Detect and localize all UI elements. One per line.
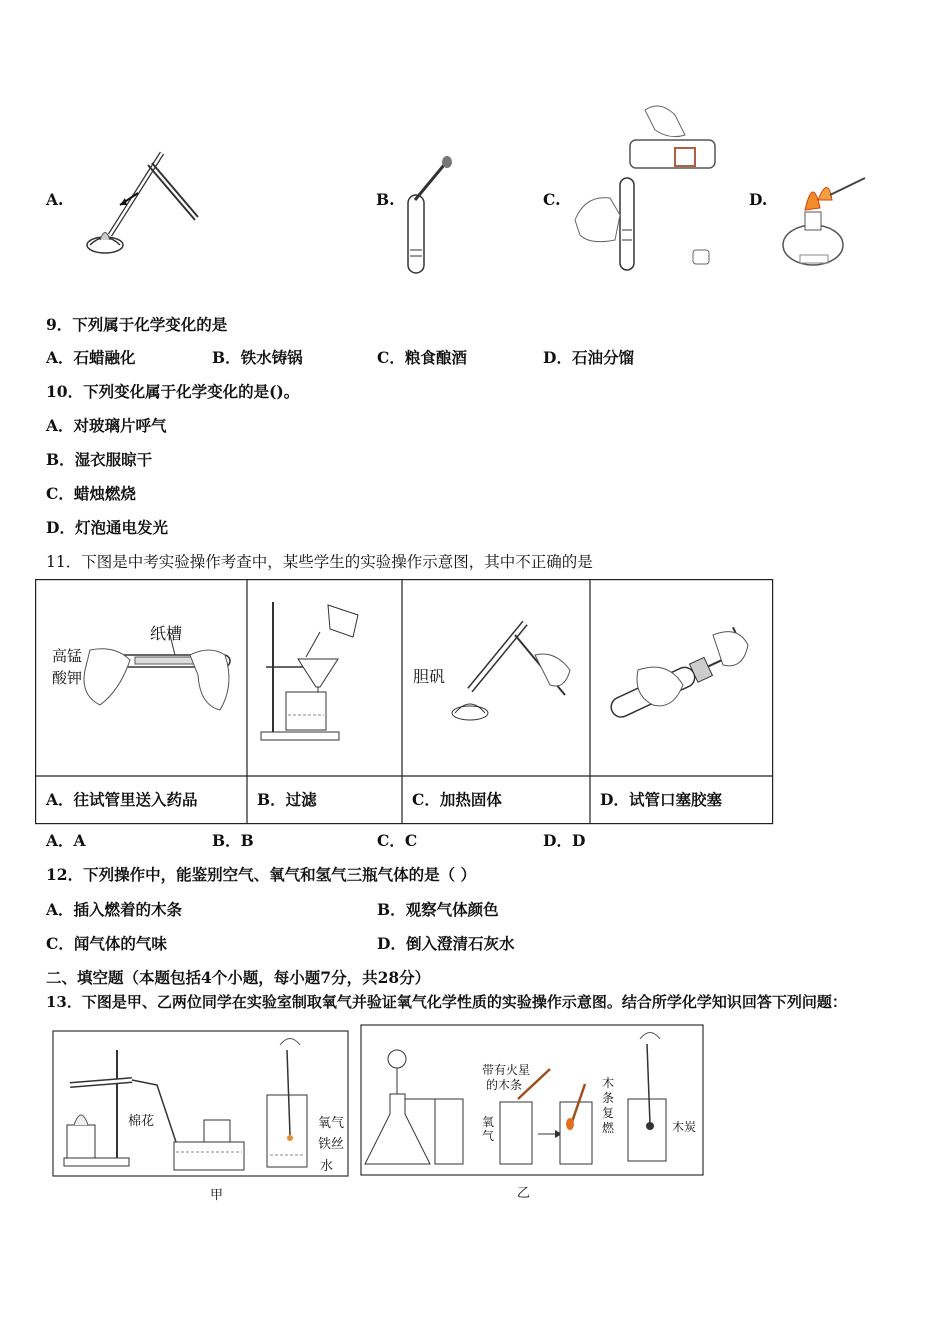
q9-option-b: B．铁水铸锅: [212, 348, 303, 367]
q8-option-b-label: B.: [376, 190, 395, 209]
q10-option-d: D．灯泡通电发光: [46, 518, 168, 537]
q8-figure-heating-tube: [80, 145, 210, 265]
q12-option-b: B．观察气体颜色: [377, 900, 499, 919]
q8-figure-pouring: [575, 100, 725, 275]
jia-label-cotton: 棉花: [128, 1114, 155, 1129]
yi-label-charcoal: 木炭: [672, 1120, 697, 1134]
q12-option-a: A．插入燃着的木条: [46, 900, 183, 919]
jia-caption: 甲: [210, 1188, 224, 1203]
q10-option-b: B．湿衣服晾干: [46, 450, 153, 469]
q12-option-c: C．闻气体的气味: [46, 934, 167, 953]
q9-option-a: A．石蜡融化: [46, 348, 136, 367]
q11-caption-d: D．试管口塞胶塞: [600, 790, 722, 809]
q8-figure-dropper: [400, 155, 460, 280]
q13-stem: 13．下图是甲、乙两位同学在实验室制取氧气并验证氧气化学性质的实验操作示意图。结合所学化学知识回答下列问题：: [46, 993, 847, 1011]
q10-stem: 10．下列变化属于化学变化的是()。: [46, 382, 300, 401]
q11-label-kmno4-2: 酸钾: [52, 669, 83, 687]
q10-option-a: A．对玻璃片呼气: [46, 416, 167, 435]
q11-caption-a: A．往试管里送入药品: [46, 790, 198, 809]
q9-stem: 9．下列属于化学变化的是: [46, 315, 228, 334]
q13-figure-yi: [360, 1024, 705, 1176]
q11-option-c: C．C: [377, 831, 418, 850]
q11-stem: 11．下图是中考实验操作考查中，某些学生的实验操作示意图，其中不正确的是: [46, 553, 593, 571]
q8-option-a-label: A.: [46, 190, 64, 209]
q8-option-c-label: C.: [543, 190, 561, 209]
section2-title: 二、填空题（本题包括4个小题，每小题7分，共28分）: [46, 968, 431, 987]
q12-option-d: D．倒入澄清石灰水: [377, 934, 515, 953]
q11-label-kmno4-1: 高锰: [52, 647, 83, 665]
jia-label-iron-wire: 铁丝: [318, 1137, 345, 1152]
yi-label-splint-2: 的木条: [486, 1078, 523, 1092]
q11-label-paper-trough: 纸槽: [150, 624, 183, 643]
q11-option-b: B．B: [212, 831, 254, 850]
q8-figure-alcohol-lamp: [780, 170, 870, 275]
jia-label-water: 水: [320, 1159, 334, 1174]
q11-figure-b-filtration: [258, 597, 368, 747]
q9-option-c: C．粮食酿酒: [377, 348, 467, 367]
q13-figure-jia: [52, 1030, 350, 1178]
q12-stem: 12．下列操作中，能鉴别空气、氧气和氢气三瓶气体的是（ ）: [46, 865, 476, 884]
q11-option-a: A．A: [46, 831, 86, 850]
q11-caption-b: B．过滤: [257, 790, 317, 809]
q8-option-d-label: D.: [749, 190, 768, 209]
jia-label-oxygen: 氧气: [318, 1116, 345, 1131]
q11-label-alum: 胆矾: [413, 667, 446, 686]
yi-label-oxygen: 氧气: [482, 1115, 495, 1143]
yi-label-relight: 木条复燃: [602, 1076, 615, 1135]
q11-caption-c: C．加热固体: [412, 790, 502, 809]
yi-label-splint-1: 带有火星: [482, 1063, 531, 1077]
q11-figure-c-heating-solid: [445, 615, 585, 725]
yi-caption: 乙: [517, 1186, 531, 1201]
q10-option-c: C．蜡烛燃烧: [46, 484, 136, 503]
q9-option-d: D．石油分馏: [543, 348, 634, 367]
q11-figure-d-stopper: [598, 615, 768, 725]
q11-option-d: D．D: [543, 831, 586, 850]
